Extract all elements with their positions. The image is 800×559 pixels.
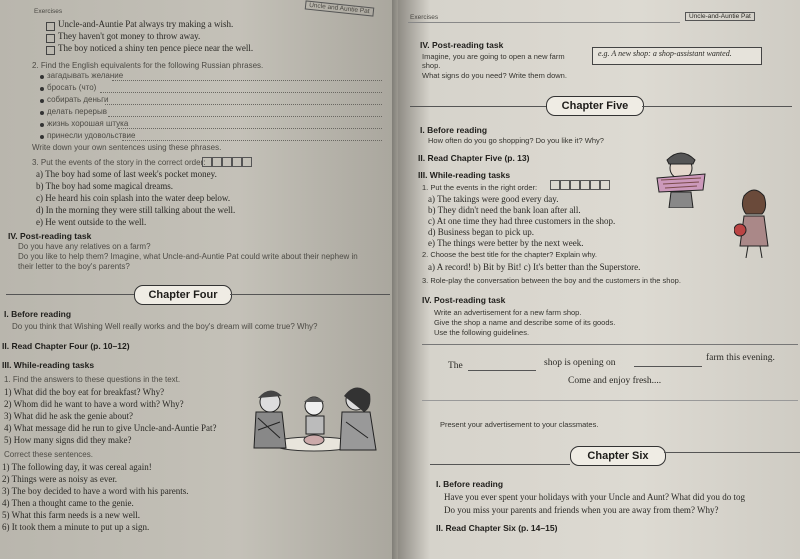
russian-phrase: делать перерыв — [47, 107, 107, 116]
ad-text-the: The — [448, 361, 463, 371]
example-box-text: e.g. A new shop: a shop-assistant wanted. — [598, 49, 732, 58]
answer-line — [122, 140, 382, 141]
order-item: c) At one time they had three customers in the shop. — [428, 216, 616, 226]
chapter-rule — [430, 464, 570, 465]
chapter-four-title: Chapter Four — [134, 285, 232, 305]
section-heading: III. While-reading tasks — [418, 170, 511, 180]
ad-present-instruction: Present your advertisement to your classmates. — [440, 420, 599, 429]
russian-phrase: загадывать желание — [47, 71, 124, 80]
section-heading: II. Read Chapter Six (p. 14–15) — [436, 523, 558, 533]
question-item: 1) What did the boy eat for breakfast? Why? — [4, 387, 165, 397]
post-task-text: Imagine, you are going to open a new farm — [422, 52, 565, 61]
post-task-line: Give the shop a name and describe some of its goods. — [434, 318, 616, 327]
order-item: e) The things were better by the next week. — [428, 238, 584, 248]
ad-text-farm: farm this evening. — [706, 353, 775, 363]
bullet — [40, 111, 44, 115]
left-page — [0, 0, 398, 559]
order-item: c) He heard his coin splash into the water deep below. — [36, 193, 231, 203]
order-item: e) He went outside to the well. — [36, 217, 147, 227]
before-reading-question: Have you ever spent your holidays with your Uncle and Aunt? What did you do tog — [444, 492, 746, 502]
correct-item: 1) The following day, it was cereal again! — [2, 462, 152, 472]
title-options: a) A record! b) Bit by Bit! c) It's better than the Superstore. — [428, 262, 641, 272]
section-heading: I. Before reading — [4, 309, 72, 319]
exercise-instruction: 2. Find the English equivalents for the following Russian phrases. — [32, 61, 264, 70]
post-task-line: Write an advertisement for a new farm shop. — [434, 308, 582, 317]
correct-item: 6) It took them a minute to put up a sign. — [2, 522, 150, 532]
checklist-item: Uncle-and-Auntie Pat always try making a wish. — [58, 19, 234, 29]
answer-line — [112, 80, 382, 81]
ad-text-shop: shop is opening on — [544, 358, 616, 368]
correct-item: 5) What this farm needs is a new well. — [2, 510, 141, 520]
russian-phrase: принесли удовольствие — [47, 131, 136, 140]
order-item: a) The boy had some of last week's pocket money. — [36, 169, 217, 179]
russian-phrase: жизнь хорошая штука — [47, 119, 129, 128]
bullet — [40, 87, 44, 91]
exercise-instruction: Correct these sentences. — [4, 450, 93, 459]
order-item: a) The takings were good every day. — [428, 194, 559, 204]
chapter-rule — [410, 106, 546, 107]
breakfast-illustration — [252, 378, 382, 458]
post-task-text: What signs do you need? Write them down. — [422, 71, 567, 80]
question-item: 4) What message did he run to give Uncle-and-Auntie Pat? — [4, 423, 217, 433]
before-reading-question: Do you miss your parents and friends when you are away from them? Why? — [444, 505, 719, 515]
exercise-instruction: 1. Find the answers to these questions in the text. — [4, 375, 181, 384]
exercise-instruction: 2. Choose the best title for the chapter? Explain why. — [422, 250, 597, 259]
section-heading: I. Before reading — [420, 125, 488, 135]
correct-item: 4) Then a thought came to the genie. — [2, 498, 134, 508]
correct-item: 3) The boy decided to have a word with his parents. — [2, 486, 189, 496]
header-rule — [408, 22, 680, 23]
answer-line — [108, 116, 382, 117]
order-item: b) The boy had some magical dreams. — [36, 181, 174, 191]
section-heading: II. Read Chapter Five (p. 13) — [418, 153, 530, 163]
exercise-instruction: 1. Put the events in the right order: — [422, 183, 538, 192]
exercise-instruction: 3. Role-play the conversation between the boy and the customers in the shop. — [422, 276, 681, 285]
russian-phrase: собирать деньги — [47, 95, 109, 104]
bullet — [40, 123, 44, 127]
order-boxes — [202, 157, 252, 167]
russian-phrase: бросать (что) — [47, 83, 97, 92]
right-running-header: Exercises — [410, 14, 439, 21]
section-heading: IV. Post-reading task — [8, 231, 92, 241]
right-page — [398, 0, 800, 559]
order-item: d) Business began to pick up. — [428, 227, 534, 237]
post-task-line: Do you like to help them? Imagine, what Uncle-and-Auntie Pat could write about their nephew in — [18, 252, 358, 261]
answer-line — [118, 128, 382, 129]
before-reading-question: Do you think that Wishing Well really works and the boy's dream will come true? Why? — [12, 322, 318, 331]
order-boxes — [550, 180, 610, 190]
exercise-instruction: 3. Put the events of the story in the correct order: — [32, 158, 206, 167]
question-item: 2) Whom did he want to have a word with? Why? — [4, 399, 184, 409]
chapter-six-title: Chapter Six — [570, 446, 666, 466]
question-item: 5) How many signs did they make? — [4, 435, 132, 445]
ad-text-come: Come and enjoy fresh.... — [568, 376, 662, 386]
checkbox — [46, 22, 55, 31]
checklist-item: They haven't got money to throw away. — [58, 31, 201, 41]
correct-item: 2) Things were as noisy as ever. — [2, 474, 118, 484]
woman-illustration — [734, 186, 774, 258]
section-heading: I. Before reading — [436, 479, 504, 489]
bullet — [40, 135, 44, 139]
right-running-title: Uncle-and-Auntie Pat — [685, 12, 755, 21]
ad-top-rule — [422, 344, 798, 345]
ad-bottom-rule — [422, 400, 798, 401]
bullet — [40, 99, 44, 103]
answer-line — [105, 104, 382, 105]
ad-blank-line — [634, 366, 702, 367]
post-task-line: their letter to the boy's parents? — [18, 262, 130, 271]
checkbox — [46, 34, 55, 43]
left-running-header: Exercises — [34, 8, 63, 15]
chapter-rule — [6, 294, 134, 295]
section-heading: II. Read Chapter Four (p. 10–12) — [2, 341, 130, 351]
before-reading-question: How often do you go shopping? Do you like it? Why? — [428, 136, 604, 145]
farmer-illustration — [653, 148, 709, 208]
section-heading: III. While-reading tasks — [2, 360, 95, 370]
post-task-line: Use the following guidelines. — [434, 328, 530, 337]
answer-line — [100, 92, 382, 93]
exercise-followup: Write down your own sentences using these phrases. — [32, 143, 222, 152]
chapter-five-title: Chapter Five — [546, 96, 644, 116]
post-task-text: shop. — [422, 61, 441, 70]
ad-blank-line — [468, 370, 536, 371]
question-item: 3) What did he ask the genie about? — [4, 411, 134, 421]
checkbox — [46, 46, 55, 55]
chapter-rule — [664, 452, 800, 453]
post-task-line: Do you have any relatives on a farm? — [18, 242, 151, 251]
order-item: d) In the morning they were still talking about the well. — [36, 205, 236, 215]
section-heading: IV. Post-reading task — [420, 40, 504, 50]
order-item: b) They didn't need the bank loan after all. — [428, 205, 581, 215]
section-heading: IV. Post-reading task — [422, 295, 506, 305]
chapter-rule — [230, 294, 390, 295]
bullet — [40, 75, 44, 79]
checklist-item: The boy noticed a shiny ten pence piece near the well. — [58, 43, 254, 53]
left-running-title: Uncle and Auntie Pat — [305, 0, 374, 16]
chapter-rule — [642, 106, 792, 107]
